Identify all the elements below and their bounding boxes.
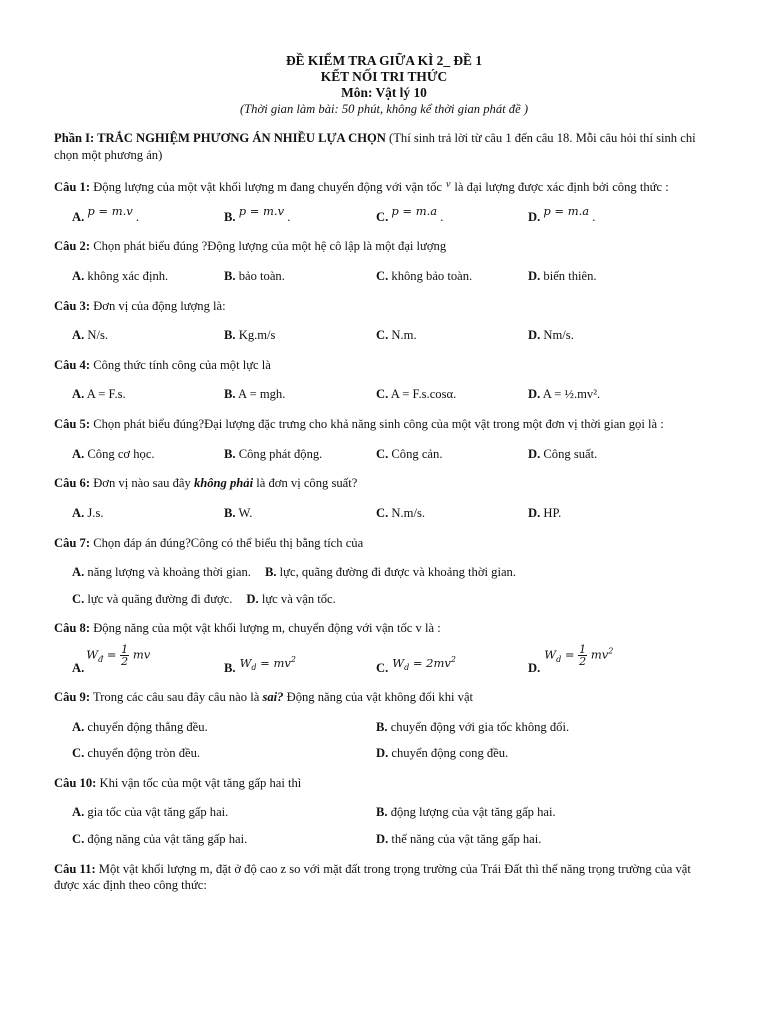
question-8-option-b[interactable]: B. $W_d = mv^2$ [224, 655, 296, 676]
question-5-option-a[interactable]: A. Công cơ học. [72, 446, 155, 461]
question-5 [54, 416, 716, 462]
question-4 [54, 357, 716, 403]
part-1-heading [54, 130, 716, 163]
question-10-option-b[interactable]: B. động lượng của vật tăng gấp hai. [376, 805, 556, 820]
question-6-options [72, 505, 716, 522]
question-8 [54, 620, 716, 677]
exam-subject: Môn: Vật lý 10 [341, 85, 427, 100]
question-1-option-d[interactable]: D. p = m.a . [528, 203, 596, 224]
question-7-options-row-2 [72, 591, 716, 608]
question-3-option-d[interactable]: D. Nm/s. [528, 328, 574, 343]
question-9-option-d[interactable]: D. chuyển động cong đều. [376, 746, 509, 761]
question-5-text: Câu 5: Chọn phát biểu đúng?Đại lượng đặc trưng cho khả năng sinh công của một vật trong một đơn vị thời gian gọi là : [54, 417, 664, 432]
question-10-text: Câu 10: Khi vận tốc của một vật tăng gấp hai thì [54, 775, 302, 790]
question-3-option-c[interactable]: C. N.m. [376, 328, 417, 343]
question-4-option-d[interactable]: D. A = ½.mv². [528, 387, 601, 402]
question-4-option-c[interactable]: C. A = F.s.cosα. [376, 387, 457, 402]
question-6-option-b[interactable]: B. W. [224, 505, 253, 520]
question-1-stem-b: là đại lượng được xác định bởi công thức : [454, 180, 669, 195]
question-8-option-a[interactable]: A. $W_đ$ = $\frac{1}{2}$ mv [72, 642, 151, 676]
question-7-option-d[interactable]: D. lực và vận tốc. [246, 591, 336, 606]
question-7 [54, 535, 716, 608]
question-1 [54, 179, 716, 225]
question-2 [54, 238, 716, 284]
exam-header [0, 53, 768, 117]
question-9-text: Câu 9: Trong các câu sau đây câu nào là sai? Động năng của vật không đổi khi vật [54, 689, 474, 704]
question-8-text: Câu 8: Động năng của một vật khối lượng m, chuyển động với vận tốc v là : [54, 621, 441, 636]
question-4-text: Câu 4: Công thức tính công của một lực là [54, 357, 271, 372]
question-4-options [72, 386, 716, 403]
exam-content [54, 130, 716, 907]
question-10-options-row-1 [72, 804, 716, 821]
question-9-option-c[interactable]: C. chuyển động tròn đều. [72, 746, 201, 761]
question-8-option-d[interactable]: D. $W_d$ = $\frac{1}{2}$ $mv^2$ [528, 642, 614, 676]
question-1-option-a[interactable]: A. p = m.v . [72, 203, 140, 224]
question-7-option-c[interactable]: C. lực và quãng đường đi được. [72, 591, 233, 606]
question-7-options-row-1 [72, 564, 716, 581]
question-5-option-d[interactable]: D. Công suất. [528, 446, 598, 461]
question-9 [54, 689, 716, 762]
question-1-stem-a: Động lượng của một vật khối lượng m đang chuyển động với vận tốc [90, 180, 442, 195]
question-5-options [72, 446, 716, 463]
exam-time-note: (Thời gian làm bài: 50 phút, không kể thời gian phát đề ) [239, 102, 529, 116]
question-11-text: Câu 11: Một vật khối lượng m, đặt ở độ cao z so với mặt đất trong trọng trường của Trái Đất thì thế năng trọng trường của vật được xác định theo công thức: [54, 861, 691, 893]
question-10-options-row-2 [72, 831, 716, 848]
part-1-note: (Thí sinh trả lời từ câu 1 đến câu 18. Mỗi câu hỏi thí sinh chỉ chọn một phương án) [54, 131, 696, 162]
question-6-option-a[interactable]: A. J.s. [72, 505, 104, 520]
question-6-option-d[interactable]: D. HP. [528, 505, 562, 520]
question-9-options-row-1 [72, 719, 716, 736]
question-5-option-c[interactable]: C. Công cản. [376, 446, 443, 461]
question-7-text: Câu 7: Chọn đáp án đúng?Công có thể biểu thị bằng tích của [54, 535, 364, 550]
question-8-options [72, 643, 716, 677]
question-6 [54, 475, 716, 521]
question-7-option-a[interactable]: A. năng lượng và khoảng thời gian. [72, 565, 251, 580]
question-9-option-b[interactable]: B. chuyển động với gia tốc không đổi. [376, 719, 570, 734]
question-9-options-row-2 [72, 745, 716, 762]
question-3-option-a[interactable]: A. N/s. [72, 328, 109, 343]
question-1-option-b[interactable]: B. p = m.v . [224, 203, 291, 224]
question-2-options [72, 268, 716, 285]
question-10 [54, 775, 716, 848]
question-1-option-c[interactable]: C. p = m.a . [376, 203, 444, 224]
exam-series: KẾT NỐI TRI THỨC [320, 69, 448, 84]
question-6-option-c[interactable]: C. N.m/s. [376, 505, 425, 520]
question-7-option-b[interactable]: B. lực, quãng đường đi được và khoảng thời gian. [264, 565, 516, 580]
question-2-option-b[interactable]: B. bảo toàn. [224, 269, 285, 284]
question-1-options [72, 203, 716, 226]
question-2-text: Câu 2: Chọn phát biểu đúng ?Động lượng của một hệ cô lập là một đại lượng [54, 239, 447, 254]
velocity-symbol: v [445, 179, 451, 191]
question-1-label: Câu 1: [54, 180, 91, 195]
question-2-option-a[interactable]: A. không xác định. [72, 269, 169, 284]
question-6-text: Câu 6: Đơn vị nào sau đây không phải là đơn vị công suất? [54, 476, 358, 491]
question-11 [54, 861, 716, 894]
question-3 [54, 298, 716, 344]
question-2-option-d[interactable]: D. biến thiên. [528, 269, 597, 284]
question-10-option-a[interactable]: A. gia tốc của vật tăng gấp hai. [72, 805, 229, 820]
question-10-option-d[interactable]: D. thế năng của vật tăng gấp hai. [376, 832, 542, 847]
question-3-text: Câu 3: Đơn vị của động lượng là: [54, 298, 226, 313]
question-3-options [72, 327, 716, 344]
question-9-emphasis: sai? [262, 689, 284, 704]
question-1-text [54, 179, 716, 196]
question-2-option-c[interactable]: C. không bảo toàn. [376, 269, 473, 284]
exam-title: ĐỀ KIỂM TRA GIỮA KÌ 2_ ĐỀ 1 [285, 53, 483, 68]
question-8-option-c[interactable]: C. $W_d = 2mv^2$ [376, 655, 456, 676]
question-4-option-b[interactable]: B. A = mgh. [224, 387, 286, 402]
question-3-option-b[interactable]: B. Kg.m/s [224, 328, 276, 343]
question-9-option-a[interactable]: A. chuyển động thẳng đều. [72, 719, 208, 734]
question-10-option-c[interactable]: C. động năng của vật tăng gấp hai. [72, 832, 248, 847]
question-6-emphasis: không phải [193, 476, 254, 491]
part-1-title: Phần I: TRẮC NGHIỆM PHƯƠNG ÁN NHIỀU LỰA CHỌN [54, 131, 386, 145]
question-5-option-b[interactable]: B. Công phát động. [224, 446, 323, 461]
question-4-option-a[interactable]: A. A = F.s. [72, 387, 126, 402]
